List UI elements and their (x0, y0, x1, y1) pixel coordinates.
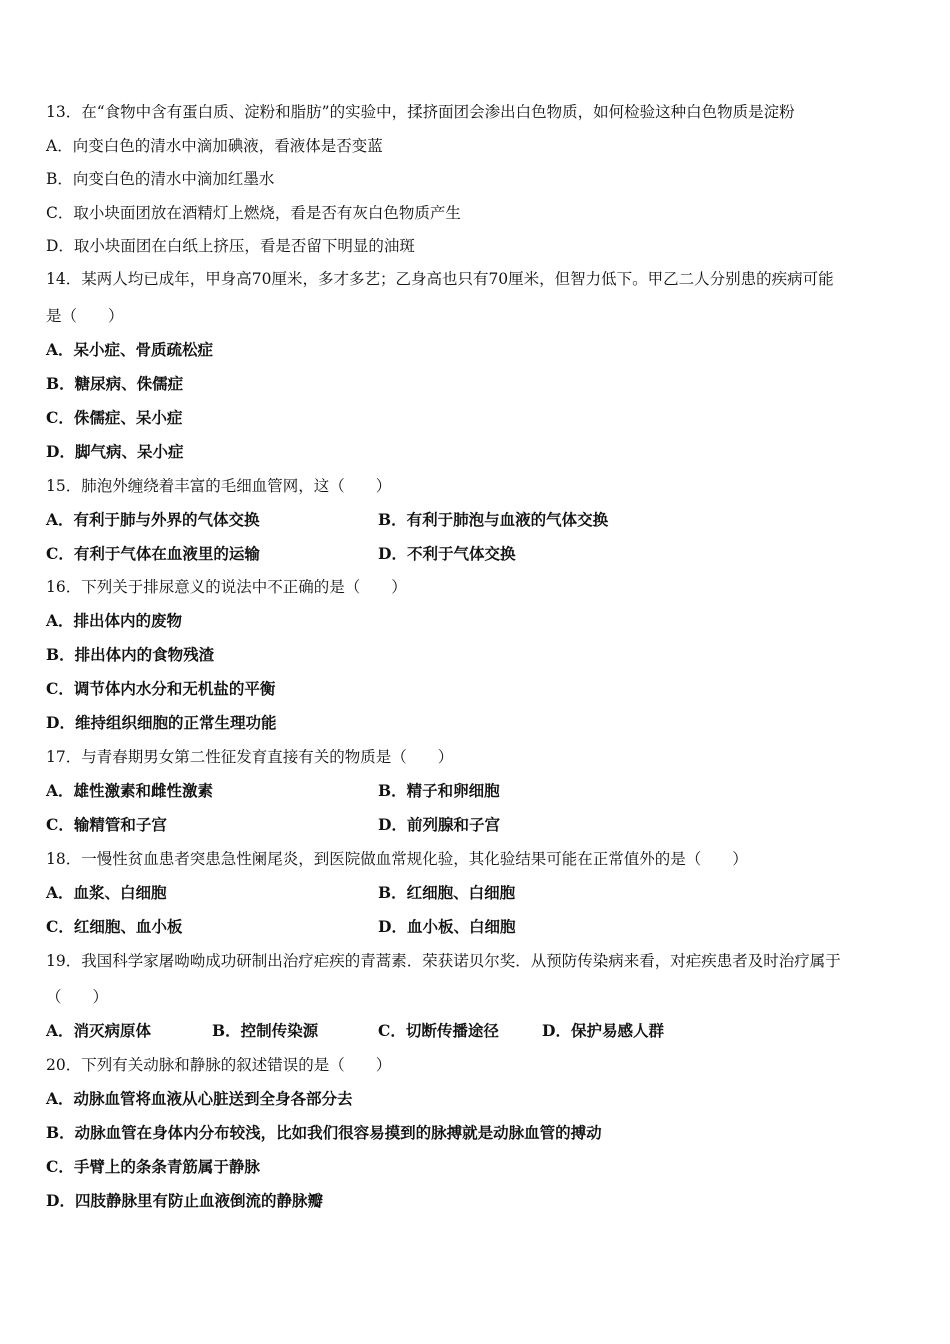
question-14-option-c: C．侏儒症、呆小症 (46, 408, 183, 427)
question-15-option-b: B．有利于肺泡与血液的气体交换 (378, 510, 609, 529)
question-16-option-d: D．维持组织细胞的正常生理功能 (46, 713, 277, 732)
question-13-option-a: A．向变白色的清水中滴加碘液，看液体是否变蓝 (46, 137, 383, 155)
question-19-option-a: A．消灭病原体 (46, 1021, 152, 1040)
question-15-option-a: A．有利于肺与外界的气体交换 (46, 510, 260, 529)
question-17-option-a: A．雄性激素和雌性激素 (46, 781, 214, 800)
question-18-stem: 18．一慢性贫血患者突患急性阑尾炎，到医院做血常规化验，其化验结果可能在正常值外的是（ ） (46, 850, 748, 868)
question-14-stem-continued: 是（ ） (46, 307, 124, 325)
question-14-stem: 14．某两人均已成年，甲身高70厘米，多才多艺；乙身高也只有70厘米，但智力低下。甲乙二人分别患的疾病可能 (46, 270, 834, 288)
question-17-option-d: D．前列腺和子宫 (378, 815, 500, 834)
question-19-stem: 19．我国科学家屠呦呦成功研制出治疗疟疾的青蒿素．荣获诺贝尔奖．从预防传染病来看，对疟疾患者及时治疗属于 (46, 952, 841, 970)
question-14-option-a: A．呆小症、骨质疏松症 (46, 340, 214, 359)
question-19-stem-continued: （ ） (46, 988, 109, 1006)
question-15-option-d: D．不利于气体交换 (378, 544, 516, 563)
question-14-option-b: B．糖尿病、侏儒症 (46, 374, 184, 393)
question-18-option-c: C．红细胞、血小板 (46, 917, 183, 936)
question-17-option-c: C．输精管和子宫 (46, 815, 167, 834)
question-20-option-a: A．动脉血管将血液从心脏送到全身各部分去 (46, 1089, 353, 1108)
question-19-option-c: C．切断传播途径 (378, 1021, 499, 1040)
question-20-stem: 20．下列有关动脉和静脉的叙述错误的是（ ） (46, 1056, 392, 1074)
question-18-option-a: A．血浆、白细胞 (46, 883, 167, 902)
question-19-option-b: B．控制传染源 (212, 1021, 319, 1040)
question-18-option-d: D．血小板、白细胞 (378, 917, 516, 936)
question-13-option-c: C．取小块面团放在酒精灯上燃烧，看是否有灰白色物质产生 (46, 204, 461, 222)
question-13-stem: 13．在“食物中含有蛋白质、淀粉和脂肪”的实验中，揉挤面团会渗出白色物质，如何检验这种白色物质是淀粉 (46, 103, 795, 121)
question-20-option-b: B．动脉血管在身体内分布较浅，比如我们很容易摸到的脉搏就是动脉血管的搏动 (46, 1123, 602, 1142)
question-20-option-d: D．四肢静脉里有防止血液倒流的静脉瓣 (46, 1191, 323, 1210)
question-19-option-d: D．保护易感人群 (542, 1021, 664, 1040)
question-17-option-b: B．精子和卵细胞 (378, 781, 500, 800)
question-16-option-a: A．排出体内的废物 (46, 611, 183, 630)
question-15-option-c: C．有利于气体在血液里的运输 (46, 544, 260, 563)
question-13-option-d: D．取小块面团在白纸上挤压，看是否留下明显的油斑 (46, 237, 415, 255)
question-16-stem: 16．下列关于排尿意义的说法中不正确的是（ ） (46, 578, 407, 596)
question-18-option-b: B．红细胞、白细胞 (378, 883, 516, 902)
question-20-option-c: C．手臂上的条条青筋属于静脉 (46, 1157, 260, 1176)
question-17-stem: 17．与青春期男女第二性征发育直接有关的物质是（ ） (46, 748, 454, 766)
question-13-option-b: B．向变白色的清水中滴加红墨水 (46, 170, 275, 188)
question-15-stem: 15．肺泡外缠绕着丰富的毛细血管网，这（ ） (46, 477, 392, 495)
question-16-option-b: B．排出体内的食物残渣 (46, 645, 215, 664)
question-14-option-d: D．脚气病、呆小症 (46, 442, 184, 461)
question-16-option-c: C．调节体内水分和无机盐的平衡 (46, 679, 276, 698)
